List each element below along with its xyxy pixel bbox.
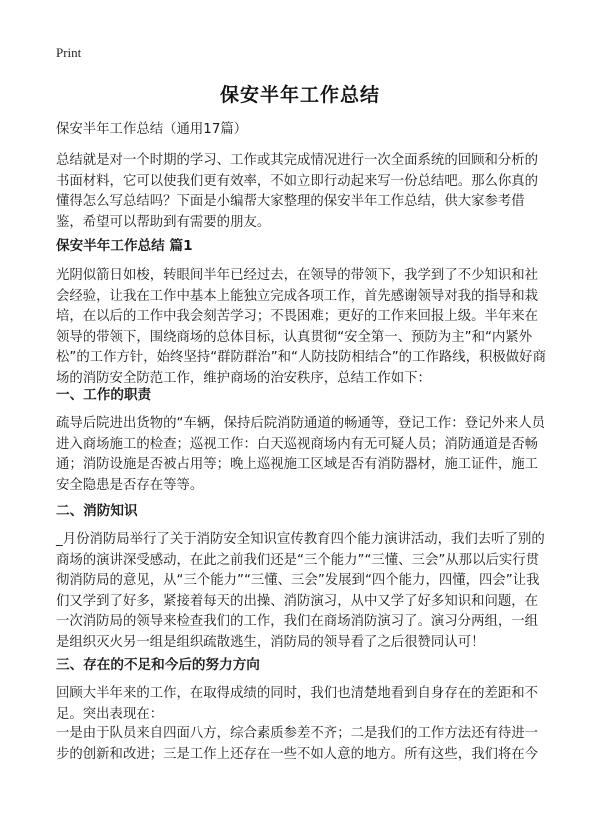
section-heading-fire-knowledge: 二、消防知识 — [56, 503, 138, 519]
paragraph-shortcomings-intro: 回顾大半年来的工作，在取得成绩的同时，我们也清楚地看到自身存在的差距和不足。突出表现在： — [56, 686, 539, 722]
print-link[interactable]: Print — [56, 45, 82, 60]
section-heading-shortcomings: 三、存在的不足和今后的努力方向 — [56, 657, 260, 673]
document-subtitle: 保安半年工作总结（通用17篇） — [56, 122, 248, 137]
section-heading-main: 保安半年工作总结 篇1 — [56, 238, 193, 254]
section-heading-duties: 一、工作的职责 — [56, 387, 152, 403]
intro-paragraph: 总结就是对一个时期的学习、工作或其完成情况进行一次全面系统的回顾和分析的书面材料，它可以使我们更有效率，不如立即行动起来写一份总结吧。那么你真的懂得怎么写总结吗？下面是小编帮大家整理的保安半年工作总结，供大家参考借鉴，希望可以帮助到有需要的朋友。 — [56, 153, 539, 230]
paragraph-1: 光阴似箭日如梭，转眼间半年已经过去，在领导的带领下，我学到了不少知识和社会经验，让我在工作中基本上能独立完成各项工作，首先感谢领导对我的指导和栽培，在以后的工作中我会刻苦学习；不畏困难；更好的工作来回报上级。半年来在领导的带领下，围绕商场的总体目标，认真贯彻“安全第一、预防为主”和“内紧外松”的工作方针，始终坚持“群防群治”和“人防技防相结合”的工作路线，积极做好商场的消防安全防范工作，维护商场的治安秩序，总结工作如下： — [56, 268, 546, 386]
paragraph-fire-knowledge: _月份消防局举行了关于消防安全知识宣传教育四个能力演讲活动，我们去听了别的商场的演讲深受感动，在此之前我们还是“三个能力”“三懂、三会”从那以后实行贯彻消防局的意见，从“三个能力”“三懂、三会”发展到“四个能力，四懂，四会”让我们又学到了好多，紧接着每天的出操、消防演习，从中又学了好多知识和问题，在一次消防局的领导来检查我们的工作，我们在商场消防演习了。演习分两组，一组是组织灭火另一组是组织疏散逃生，消防局的领导看了之后很赞同认可！ — [56, 532, 545, 650]
page-title: 保安半年工作总结 — [219, 84, 380, 106]
paragraph-duties: 疏导后院进出货物的“车辆，保持后院消防通道的畅通等，登记工作：登记外来人员进入商场施工的检查；巡视工作：白天巡视商场内有无可疑人员；消防通道是否畅通；消防设施是否被占用等；晚上巡视施工区域是否有消防器材，施工证件，施工安全隐患是否存在等等。 — [56, 416, 545, 493]
paragraph-shortcomings-list: 一是由于队员来自四面八方，综合素质参差不齐；二是我们的工作方法还有待进一步的创新和改进；三是工作上还存在一些不如人意的地方。所有这些，我们将在今 — [56, 726, 539, 762]
